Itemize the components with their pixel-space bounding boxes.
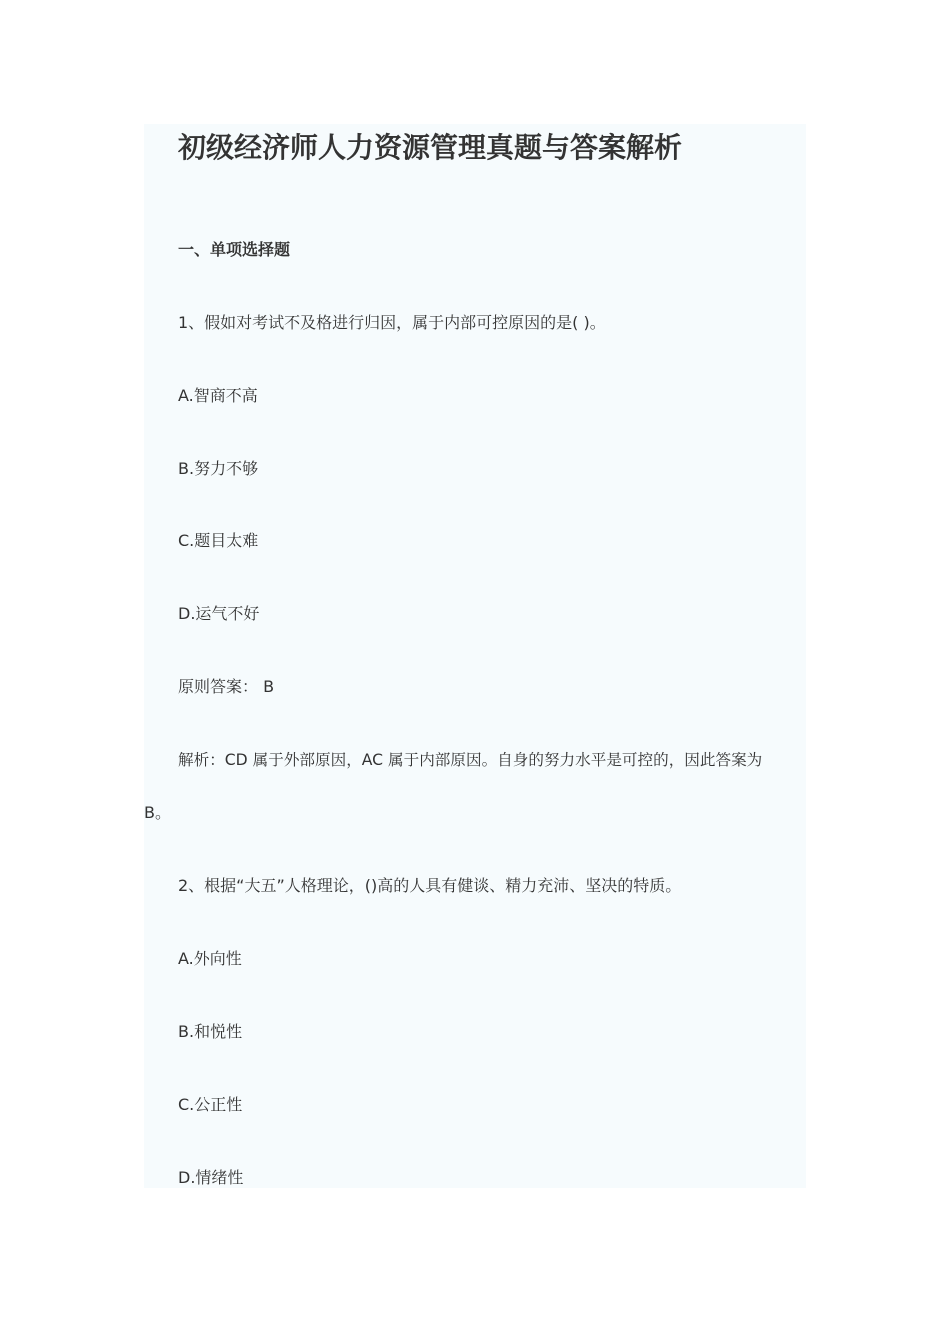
question-1-option-d: D.运气不好 — [178, 604, 260, 623]
question-1-stem: 1、假如对考试不及格进行归因，属于内部可控原因的是( )。 — [178, 313, 606, 332]
document-title: 初级经济师人力资源管理真题与答案解析 — [178, 131, 683, 164]
question-2-stem: 2、根据“大五”人格理论，()高的人具有健谈、精力充沛、坚决的特质。 — [178, 876, 682, 895]
question-2-option-c: C.公正性 — [178, 1095, 243, 1114]
question-1-answer: 原则答案： B — [178, 677, 275, 696]
question-1-option-b: B.努力不够 — [178, 459, 259, 478]
question-1-analysis-continued: B。 — [144, 803, 171, 822]
question-1-option-c: C.题目太难 — [178, 531, 259, 550]
section-heading: 一、单项选择题 — [178, 240, 291, 259]
question-2-option-a: A.外向性 — [178, 949, 242, 968]
question-1-analysis: 解析：CD 属于外部原因，AC 属于内部原因。自身的努力水平是可控的，因此答案为 — [178, 751, 763, 769]
content-panel — [144, 124, 806, 1188]
question-2-option-d: D.情绪性 — [178, 1168, 244, 1187]
question-1-option-a: A.智商不高 — [178, 386, 258, 405]
question-2-option-b: B.和悦性 — [178, 1022, 243, 1041]
